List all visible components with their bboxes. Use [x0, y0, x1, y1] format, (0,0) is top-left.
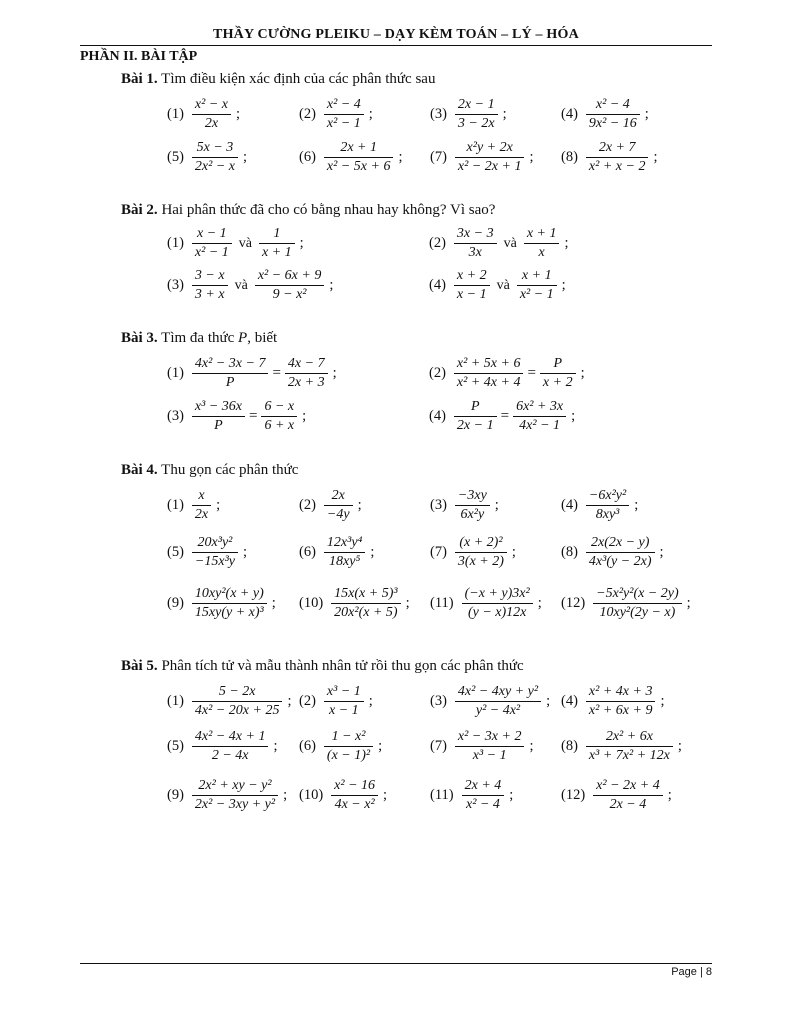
- item-index: (6): [299, 738, 316, 755]
- semicolon: ;: [357, 497, 362, 514]
- denominator: (x − 1)²: [326, 748, 371, 764]
- ex1-item-7: [430, 139, 533, 176]
- exercise-2-text: Hai phân thức đã cho có bằng nhau hay không? Vì sao?: [161, 202, 496, 218]
- denominator: 3 + x: [194, 287, 225, 303]
- semicolon: ;: [644, 106, 649, 123]
- ex5-item-10: [299, 777, 387, 814]
- exercise-1-label: Bài 1.: [121, 71, 158, 87]
- item-index: (4): [561, 497, 578, 514]
- numerator: x − 1: [197, 226, 227, 241]
- exercise-3-label: Bài 3.: [121, 330, 158, 346]
- ex4-item-6: [299, 534, 374, 571]
- semicolon: ;: [299, 235, 304, 252]
- numerator: 4x² − 4xy + y²: [457, 684, 539, 699]
- fraction: [285, 355, 328, 392]
- item-index: (8): [561, 738, 578, 755]
- item-index: (2): [429, 235, 446, 252]
- numerator: x²y + 2x: [466, 140, 513, 155]
- fraction: [454, 398, 497, 435]
- fraction: [593, 777, 663, 814]
- semicolon: ;: [302, 408, 307, 425]
- item-index: (2): [299, 693, 316, 710]
- semicolon: ;: [660, 693, 665, 710]
- ex5-item-11: [430, 777, 513, 814]
- fraction: [455, 487, 490, 524]
- exercise-4-label: Bài 4.: [121, 462, 158, 478]
- ex5-item-3: [430, 683, 550, 720]
- exercise-5-label: Bài 5.: [121, 658, 158, 674]
- item-index: (3): [167, 408, 184, 425]
- denominator: 2x: [204, 116, 219, 132]
- exercise-5-text: Phân tích tử và mẫu thành nhân tử rồi thu gọn các phân thức: [161, 658, 524, 674]
- fraction: [192, 487, 211, 524]
- connector: =: [272, 365, 281, 382]
- fraction: [324, 683, 364, 720]
- item-index: (12): [561, 595, 586, 612]
- denominator: 9x² − 16: [588, 116, 637, 132]
- semicolon: ;: [368, 106, 373, 123]
- item-index: (4): [429, 277, 446, 294]
- footer-rule: [80, 963, 712, 964]
- fraction: [255, 267, 325, 304]
- ex5-item-2: [299, 683, 373, 720]
- denominator: 15xy(y + x)³: [194, 605, 264, 621]
- ex1-item-6: [299, 139, 402, 176]
- item-index: (7): [430, 738, 447, 755]
- fraction: [517, 267, 557, 304]
- item-index: (5): [167, 149, 184, 166]
- exercise-2-heading: [121, 202, 495, 219]
- numerator: 6x² + 3x: [516, 399, 564, 414]
- fraction: [586, 534, 655, 571]
- numerator: x + 1: [526, 226, 557, 241]
- item-index: (1): [167, 365, 184, 382]
- numerator: P: [553, 356, 563, 371]
- fraction: [455, 139, 525, 176]
- denominator: −4y: [326, 507, 350, 523]
- numerator: x² + 5x + 6: [456, 356, 521, 371]
- denominator: P: [214, 418, 223, 434]
- fraction: [324, 139, 394, 176]
- numerator: x² − x: [194, 97, 228, 112]
- ex2-item-1: [167, 225, 304, 262]
- ex2-item-4: [429, 267, 566, 304]
- numerator: 3 − x: [194, 268, 225, 283]
- denominator: x² + 4x + 4: [456, 375, 521, 391]
- fraction: [192, 534, 238, 571]
- numerator: 3x − 3: [456, 226, 494, 241]
- denominator: 4x³(y − 2x): [588, 554, 652, 570]
- ex4-item-10: [299, 585, 410, 622]
- ex5-item-4: [561, 683, 664, 720]
- header-rule: [80, 45, 712, 46]
- fraction: [454, 355, 524, 392]
- denominator: x² − 1: [326, 116, 361, 132]
- item-index: (11): [430, 595, 454, 612]
- denominator: 10xy²(2y − x): [599, 605, 676, 621]
- numerator: 1: [273, 226, 281, 241]
- exercise-3-text: Tìm đa thức: [161, 330, 235, 346]
- item-index: (7): [430, 149, 447, 166]
- fraction: [454, 267, 490, 304]
- denominator: y² − 4x²: [475, 703, 521, 719]
- denominator: 2x² − 3xy + y²: [194, 797, 276, 813]
- item-index: (6): [299, 544, 316, 561]
- fraction: [454, 225, 497, 262]
- item-index: (12): [561, 787, 586, 804]
- numerator: 20x³y²: [197, 535, 233, 550]
- semicolon: ;: [529, 738, 534, 755]
- semicolon: ;: [564, 235, 569, 252]
- numerator: 2x + 1: [340, 140, 378, 155]
- denominator: x + 1: [262, 245, 292, 261]
- numerator: x + 1: [521, 268, 552, 283]
- ex4-item-4: [561, 487, 638, 524]
- semicolon: ;: [571, 408, 576, 425]
- denominator: x³ + 7x² + 12x: [588, 748, 670, 764]
- item-index: (1): [167, 235, 184, 252]
- numerator: x + 2: [456, 268, 487, 283]
- semicolon: ;: [537, 595, 542, 612]
- section-title: PHẦN II. BÀI TẬP: [80, 49, 198, 64]
- item-index: (7): [430, 544, 447, 561]
- semicolon: ;: [502, 106, 507, 123]
- numerator: −5x²y²(x − 2y): [596, 586, 679, 601]
- exercise-1-text: Tìm điều kiện xác định của các phân thức sau: [161, 71, 436, 87]
- denominator: 18xy⁵: [329, 554, 361, 570]
- connector: =: [249, 408, 258, 425]
- fraction: [462, 585, 533, 622]
- denominator: x² + x − 2: [588, 159, 646, 175]
- fraction: [586, 683, 656, 720]
- semicolon: ;: [332, 365, 337, 382]
- semicolon: ;: [686, 595, 691, 612]
- ex4-item-1: [167, 487, 220, 524]
- item-index: (3): [430, 693, 447, 710]
- denominator: 4x² − 20x + 25: [194, 703, 280, 719]
- semicolon: ;: [529, 149, 534, 166]
- exercise-4-heading: [121, 462, 298, 479]
- exercise-2-label: Bài 2.: [121, 202, 158, 218]
- ex4-item-11: [430, 585, 542, 622]
- ex4-item-5: [167, 534, 247, 571]
- ex5-item-12: [561, 777, 672, 814]
- numerator: −6x²y²: [588, 488, 627, 503]
- ex4-item-9: [167, 585, 276, 622]
- denominator: 2x − 4: [609, 797, 647, 813]
- numerator: 2x: [331, 488, 345, 503]
- denominator: x² − 1: [519, 287, 554, 303]
- fraction: [192, 728, 269, 765]
- semicolon: ;: [511, 544, 516, 561]
- semicolon: ;: [667, 787, 672, 804]
- denominator: 3 − 2x: [457, 116, 495, 132]
- item-index: (2): [429, 365, 446, 382]
- fraction: [331, 585, 400, 622]
- item-index: (3): [430, 497, 447, 514]
- item-index: (5): [167, 738, 184, 755]
- denominator: x³ − 1: [472, 748, 507, 764]
- numerator: P: [470, 399, 480, 414]
- fraction: [192, 96, 231, 133]
- semicolon: ;: [273, 738, 278, 755]
- item-index: (5): [167, 544, 184, 561]
- ex5-item-7: [430, 728, 533, 765]
- item-index: (1): [167, 497, 184, 514]
- numerator: 6 − x: [264, 399, 295, 414]
- item-index: (1): [167, 106, 184, 123]
- semicolon: ;: [398, 149, 403, 166]
- exercise-4-text: Thu gọn các phân thức: [161, 462, 299, 478]
- numerator: x² − 3x + 2: [457, 729, 522, 744]
- semicolon: ;: [677, 738, 682, 755]
- ex4-item-12: [561, 585, 691, 622]
- numerator: x: [198, 488, 205, 503]
- fraction: [192, 267, 228, 304]
- semicolon: ;: [243, 544, 248, 561]
- numerator: 4x − 7: [287, 356, 325, 371]
- denominator: 2x: [194, 507, 209, 523]
- connector: =: [527, 365, 536, 382]
- connector: và: [496, 277, 510, 293]
- ex4-item-3: [430, 487, 499, 524]
- denominator: 2x² − x: [194, 159, 235, 175]
- item-index: (4): [561, 106, 578, 123]
- numerator: x² − 4: [595, 97, 630, 112]
- denominator: 8xy³: [595, 507, 620, 523]
- semicolon: ;: [659, 544, 664, 561]
- fraction: [455, 96, 498, 133]
- fraction: [324, 487, 353, 524]
- numerator: 2x − 1: [457, 97, 495, 112]
- ex4-item-8: [561, 534, 664, 571]
- numerator: 5 − 2x: [218, 684, 256, 699]
- ex3-item-1: [167, 355, 337, 392]
- fraction: [324, 728, 373, 765]
- semicolon: ;: [546, 693, 551, 710]
- denominator: 4x² − 1: [519, 418, 561, 434]
- semicolon: ;: [329, 277, 334, 294]
- connector: và: [234, 277, 248, 293]
- denominator: −15x³y: [194, 554, 235, 570]
- fraction: [586, 139, 649, 176]
- denominator: (y − x)12x: [467, 605, 527, 621]
- fraction: [259, 225, 295, 262]
- fraction: [192, 777, 278, 814]
- ex2-item-2: [429, 225, 569, 262]
- item-index: (8): [561, 149, 578, 166]
- fraction: [192, 683, 283, 720]
- numerator: 10xy²(x + y): [194, 586, 264, 601]
- numerator: 2x + 7: [598, 140, 636, 155]
- fraction: [540, 355, 576, 392]
- numerator: x³ − 36x: [194, 399, 242, 414]
- fraction: [192, 585, 267, 622]
- fraction: [586, 728, 673, 765]
- item-index: (10): [299, 787, 324, 804]
- ex1-item-2: [299, 96, 373, 133]
- item-index: (3): [167, 277, 184, 294]
- exercise-5-heading: [121, 658, 524, 675]
- denominator: 2 − 4x: [211, 748, 249, 764]
- exercise-1-heading: [121, 71, 435, 88]
- numerator: x² − 6x + 9: [257, 268, 322, 283]
- numerator: (−x + y)3x²: [464, 586, 530, 601]
- numerator: 12x³y⁴: [326, 535, 363, 550]
- denominator: x² − 4: [466, 797, 500, 813]
- connector: =: [500, 408, 510, 425]
- item-index: (2): [299, 106, 316, 123]
- ex5-item-6: [299, 728, 382, 765]
- connector: và: [238, 235, 252, 251]
- semicolon: ;: [271, 595, 276, 612]
- denominator: x − 1: [456, 287, 487, 303]
- semicolon: ;: [370, 544, 375, 561]
- item-index: (10): [299, 595, 324, 612]
- semicolon: ;: [494, 497, 499, 514]
- semicolon: ;: [509, 787, 514, 804]
- exercise-3-text-after: , biết: [247, 330, 278, 346]
- semicolon: ;: [561, 277, 566, 294]
- semicolon: ;: [287, 693, 292, 710]
- fraction: [513, 398, 566, 435]
- exercise-3-heading: [121, 330, 277, 347]
- numerator: 1 − x²: [331, 729, 366, 744]
- fraction: [455, 728, 525, 765]
- item-index: (4): [561, 693, 578, 710]
- denominator: x² − 2x + 1: [457, 159, 522, 175]
- ex5-item-9: [167, 777, 287, 814]
- numerator: x³ − 1: [326, 684, 361, 699]
- ex5-item-8: [561, 728, 682, 765]
- denominator: 3(x + 2): [457, 554, 504, 570]
- item-index: (4): [429, 408, 446, 425]
- semicolon: ;: [405, 595, 410, 612]
- numerator: 2x² + 6x: [605, 729, 653, 744]
- denominator: 6x²y: [460, 507, 485, 523]
- denominator: 2x + 3: [287, 375, 325, 391]
- fraction: [192, 225, 232, 262]
- fraction: [586, 96, 640, 133]
- denominator: 2x − 1: [456, 418, 494, 434]
- numerator: 2x² + xy − y²: [198, 778, 272, 793]
- item-index: (9): [167, 787, 184, 804]
- denominator: P: [225, 375, 235, 391]
- semicolon: ;: [580, 365, 585, 382]
- ex4-item-2: [299, 487, 362, 524]
- semicolon: ;: [216, 497, 221, 514]
- denominator: 9 − x²: [272, 287, 307, 303]
- semicolon: ;: [283, 787, 288, 804]
- ex3-item-4: [429, 398, 575, 435]
- item-index: (3): [430, 106, 447, 123]
- item-index: (11): [430, 787, 454, 804]
- fraction: [593, 585, 681, 622]
- ex5-item-1: [167, 683, 291, 720]
- fraction: [455, 534, 507, 571]
- fraction: [455, 683, 541, 720]
- fraction: [462, 777, 505, 814]
- semicolon: ;: [653, 149, 658, 166]
- numerator: (x + 2)²: [459, 535, 503, 550]
- numerator: x² − 4: [326, 97, 361, 112]
- ex4-item-7: [430, 534, 516, 571]
- denominator: x: [538, 245, 545, 261]
- fraction: [261, 398, 297, 435]
- page-header: THẦY CƯỜNG PLEIKU – DẠY KÈM TOÁN – LÝ – HÓA: [213, 27, 579, 42]
- fraction: [192, 398, 245, 435]
- fraction: [331, 777, 378, 814]
- semicolon: ;: [368, 693, 373, 710]
- ex1-item-1: [167, 96, 240, 133]
- numerator: x² + 4x + 3: [588, 684, 653, 699]
- semicolon: ;: [236, 106, 241, 123]
- item-index: (2): [299, 497, 316, 514]
- fraction: [586, 487, 629, 524]
- denominator: 3x: [468, 245, 482, 261]
- ex3-item-3: [167, 398, 306, 435]
- fraction: [524, 225, 560, 262]
- numerator: −3xy: [457, 488, 487, 503]
- ex1-item-3: [430, 96, 507, 133]
- denominator: x + 2: [542, 375, 573, 391]
- ex1-item-4: [561, 96, 649, 133]
- exercise-3-var: P: [238, 330, 248, 346]
- semicolon: ;: [243, 149, 248, 166]
- numerator: 4x² − 3x − 7: [194, 356, 266, 371]
- numerator: x² − 2x + 4: [596, 778, 660, 793]
- denominator: 4x − x²: [334, 797, 375, 813]
- denominator: 6 + x: [264, 418, 295, 434]
- semicolon: ;: [634, 497, 639, 514]
- item-index: (9): [167, 595, 184, 612]
- fraction: [324, 534, 366, 571]
- denominator: x − 1: [329, 703, 359, 719]
- denominator: x² − 1: [194, 245, 229, 261]
- denominator: x² + 6x + 9: [588, 703, 653, 719]
- item-index: (8): [561, 544, 578, 561]
- fraction: [324, 96, 364, 133]
- numerator: 4x² − 4x + 1: [194, 729, 266, 744]
- item-index: (1): [167, 693, 184, 710]
- page-number: Page | 8: [671, 966, 712, 978]
- ex2-item-3: [167, 267, 333, 304]
- connector: và: [503, 235, 517, 251]
- numerator: 5x − 3: [196, 140, 234, 155]
- item-index: (6): [299, 149, 316, 166]
- numerator: x² − 16: [334, 778, 376, 793]
- fraction: [192, 355, 269, 392]
- ex1-item-8: [561, 139, 657, 176]
- ex1-item-5: [167, 139, 247, 176]
- fraction: [192, 139, 238, 176]
- numerator: 2x(2x − y): [591, 535, 650, 550]
- semicolon: ;: [378, 738, 383, 755]
- semicolon: ;: [383, 787, 388, 804]
- numerator: 15x(x + 5)³: [334, 586, 398, 601]
- denominator: 20x²(x + 5): [334, 605, 398, 621]
- ex3-item-2: [429, 355, 585, 392]
- denominator: x² − 5x + 6: [326, 159, 391, 175]
- ex5-item-5: [167, 728, 277, 765]
- numerator: 2x + 4: [464, 778, 502, 793]
